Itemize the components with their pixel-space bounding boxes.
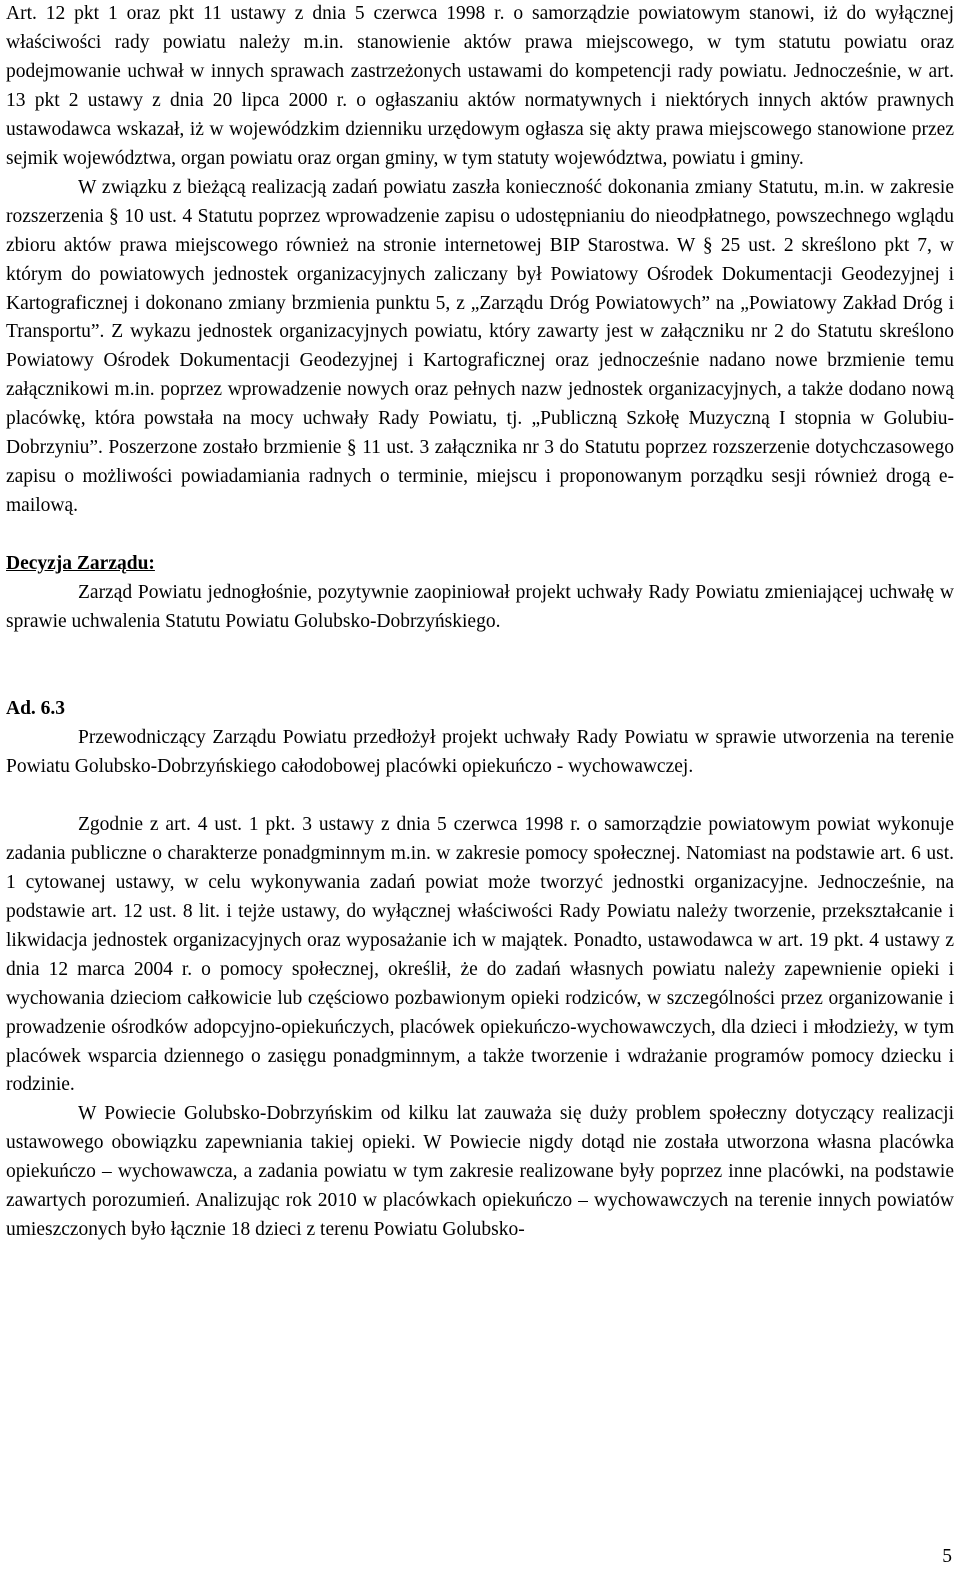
section-paragraph-legal-basis: Zgodnie z art. 4 ust. 1 pkt. 3 ustawy z dnia 5 czerwca 1998 r. o samorządzie powiatowym powiat wykonuje zadania publiczne o charakterze ponadgminnym m.in. w zakresie pomocy społecznej. Natomiast na podstawie art. 6 ust. 1 cytowanej ustawy, w celu wykonywania zadań powiat może tworzyć jednostki organizacyjne. Jednocześnie, na podstawie art. 12 ust. 8 lit. i tejże ustawy, do wyłącznej właściwości Rady Powiatu należy tworzenie, przekształcanie i likwidacja jednostek organizacyjnych oraz wyposażanie ich w majątek. Ponadto, ustawodawca w art. 19 pkt. 4 ustawy z dnia 12 marca 2004 r. o pomocy społecznej, określił, że do zadań własnych powiatu należy zapewnienie opieki i wychowania dzieciom całkowicie lub częściowo pozbawionym opieki rodziców, w szczególności przez organizowanie i prowadzenie ośrodków adopcyjno-opiekuńczych, placówek opiekuńczo-wychowawczych, dla dzieci i młodzieży, w tym placówek wsparcia dziennego o zasięgu ponadgminnym, a także tworzenie i wdrażanie programów pomocy dziecku i rodzinie. xyxy=(6,813,954,1096)
page-number: 5 xyxy=(942,1546,952,1567)
paragraph-statute-changes: W związku z bieżącą realizacją zadań powiatu zaszła konieczność dokonania zmiany Statutu, m.in. w zakresie rozszerzenia § 10 ust. 4 Statutu poprzez wprowadzenie zapisu o udostępnianiu do nieodpłatnego, powszechnego wglądu zbioru aktów prawa miejscowego również na stronie internetowej BIP Starostwa. W § 25 ust. 2 skreślono pkt 7, w którym do powiatowych jednostek organizacyjnych zaliczany był Powiatowy Ośrodek Dokumentacji Geodezyjnej i Kartograficznej i dokonano zmiany brzmienia punktu 5, z „Zarządu Dróg Powiatowych” na „Powiatowy Zakład Dróg i Transportu”. Z wykazu jednostek organizacyjnych powiatu, który zawarty jest w załączniku nr 2 do Statutu skreślono Powiatowy Ośrodek Dokumentacji Geodezyjnej i Kartograficznej oraz jednocześnie nadano nowe brzmienie temu załącznikowi m.in. poprzez wprowadzenie nowych oraz pełnych nazw jednostek organizacyjnych, a także dodano nową placówkę, która powstała na mocy uchwały Rady Powiatu, tj. „Publiczną Szkołę Muzyczną I stopnia w Golubiu-Dobrzyniu”. Poszerzone zostało brzmienie § 11 ust. 3 załącznika nr 3 do Statutu poprzez rozszerzenie dotychczasowego zapisu o możliwości powiadamiania radnych o terminie, miejscu i proponowanym porządku sesji również drogą e-mailową. xyxy=(6,176,954,517)
spacer xyxy=(6,521,954,550)
section-intro: Przewodniczący Zarządu Powiatu przedłożył projekt uchwały Rady Powiatu w sprawie utworzenia na terenie Powiatu Golubsko-Dobrzyńskiego całodobowej placówki opiekuńczo - wychowawczej. xyxy=(6,726,954,777)
spacer xyxy=(6,637,954,695)
section-heading: Ad. 6.3 xyxy=(6,698,66,720)
decision-heading: Decyzja Zarządu: xyxy=(6,553,155,575)
paragraph-statute-legal-basis: Art. 12 pkt 1 oraz pkt 11 ustawy z dnia 5 czerwca 1998 r. o samorządzie powiatowym stanowi, iż do wyłącznej właściwości rady powiatu należy m.in. stanowienie aktów prawa miejscowego, w tym statutu powiatu oraz podejmowanie uchwał w innych sprawach zastrzeżonych ustawami do kompetencji rady powiatu. Jednocześnie, w art. 13 pkt 2 ustawy z dnia 20 lipca 2000 r. o ogłaszaniu aktów normatywnych i niektórych innych aktów prawnych ustawodawca wskazał, iż w wojewódzkim dzienniku urzędowym ogłasza się akty prawa miejscowego stanowione przez sejmik województwa, organ powiatu oraz organ gminy, w tym statuty województwa, powiatu i gminy. xyxy=(6,3,954,169)
decision-text: Zarząd Powiatu jednogłośnie, pozytywnie zaopiniował projekt uchwały Rady Powiatu zmieniającej uchwałę w sprawie uchwalenia Statutu Powiatu Golubsko-Dobrzyńskiego. xyxy=(6,582,954,633)
spacer xyxy=(6,782,954,811)
document-page xyxy=(6,0,954,1245)
section-paragraph-problem: W Powiecie Golubsko-Dobrzyńskim od kilku lat zauważa się duży problem społeczny dotyczący realizacji ustawowego obowiązku zapewniania takiej opieki. W Powiecie nigdy dotąd nie została utworzona własna placówka opiekuńczo – wychowawcza, a zadania powiatu w tym zakresie realizowane były poprzez inne placówki, na podstawie zawartych porozumień. Analizując rok 2010 w placówkach opiekuńczo – wychowawczych na terenie innych powiatów umieszczonych było łącznie 18 dzieci z terenu Powiatu Golubsko- xyxy=(6,1103,954,1241)
